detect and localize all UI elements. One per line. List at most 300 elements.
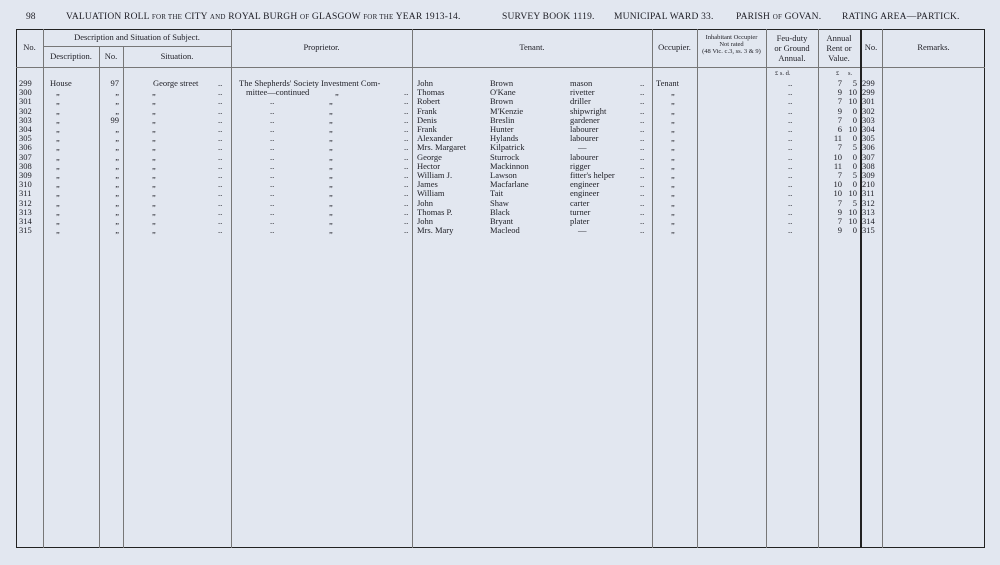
right-row-number: 312 <box>862 197 875 208</box>
right-row-number: 304 <box>862 124 875 134</box>
situation: „ <box>152 114 156 125</box>
occupier: „ <box>671 197 675 208</box>
rent-pounds: 11 <box>833 133 842 144</box>
tenant-occupation: engineer <box>570 179 600 190</box>
description: „ <box>56 133 60 144</box>
rent-shillings: 0 <box>852 114 857 125</box>
tenant-surname: Lawson <box>490 170 517 180</box>
street-number: „ <box>115 206 119 217</box>
header-line: Feu-duty <box>776 33 808 43</box>
tenant-surname: O'Kane <box>490 87 516 98</box>
row-number: 310 <box>19 179 32 190</box>
row-number: 311 <box>19 188 32 199</box>
header-line: (48 Vic. c.3, ss. 3 & 9) <box>702 48 761 55</box>
proprietor-dots: .. <box>404 96 409 107</box>
proprietor-ditto: „ <box>329 206 333 217</box>
proprietor-dots: .. <box>270 197 275 208</box>
rent-shillings: 0 <box>852 151 857 162</box>
rent-shillings: 0 <box>852 105 857 116</box>
tenant-dots: .. <box>640 105 645 116</box>
proprietor-dots: .. <box>270 188 275 199</box>
proprietor-dots: .. <box>404 197 409 208</box>
row-number: 312 <box>19 197 32 208</box>
situation-dots: .. <box>218 142 223 153</box>
proprietor-dots: .. <box>270 124 275 134</box>
proprietor-dots: .. <box>404 124 409 134</box>
situation-dots: .. <box>218 96 223 107</box>
tenant-dots: .. <box>640 216 645 226</box>
page-number: 98 <box>26 12 36 22</box>
column-divider <box>882 29 883 548</box>
situation: „ <box>152 87 156 98</box>
proprietor-dots: .. <box>270 133 275 144</box>
street-number: „ <box>115 170 119 180</box>
situation: „ <box>152 188 156 199</box>
street-number: „ <box>115 179 119 190</box>
situation: „ <box>152 197 156 208</box>
right-row-number: 302 <box>862 105 875 116</box>
proprietor-dots: .. <box>404 170 409 180</box>
header-line: Not rated <box>719 41 744 48</box>
row-number: 299 <box>19 78 32 88</box>
street-number: „ <box>115 225 119 236</box>
proprietor-dots: .. <box>270 179 275 190</box>
proprietor-dots: .. <box>404 216 409 226</box>
tenant-dots: .. <box>640 160 645 171</box>
occupier: „ <box>671 105 675 116</box>
tenant-dots: .. <box>640 151 645 162</box>
parish <box>736 12 821 22</box>
street-number: „ <box>115 151 119 162</box>
tenant-occupation: labourer <box>570 151 599 162</box>
situation-dots: .. <box>218 188 223 199</box>
proprietor-dots: .. <box>270 142 275 153</box>
col-proprietor: Proprietor. <box>303 42 340 52</box>
tenant-dots: .. <box>640 124 645 134</box>
description: „ <box>56 216 60 226</box>
description: „ <box>56 225 60 236</box>
tenant-surname: Macleod <box>490 225 520 236</box>
situation: „ <box>152 151 156 162</box>
tenant-surname: Black <box>490 206 510 217</box>
tenant-occupation: fitter's helper <box>570 170 615 180</box>
proprietor-dots: .. <box>404 133 409 144</box>
proprietor-ditto: „ <box>329 179 333 190</box>
header-line: Value. <box>828 53 850 63</box>
rent-pounds: 7 <box>837 197 842 208</box>
rent-pounds: 7 <box>837 96 842 107</box>
right-row-number: 308 <box>862 160 875 171</box>
tenant-occupation: — <box>578 142 587 153</box>
feu-dots: .. <box>788 142 793 153</box>
proprietor-ditto: „ <box>329 197 333 208</box>
tenant-first-name: Alexander <box>417 133 453 144</box>
tenant-dots: .. <box>640 78 645 88</box>
row-number: 306 <box>19 142 32 153</box>
tenant-first-name: John <box>417 216 434 226</box>
proprietor-dots: .. <box>404 206 409 217</box>
tenant-dots: .. <box>640 179 645 190</box>
rent-pounds: 10 <box>833 188 842 199</box>
header-line: Annual <box>826 33 852 43</box>
proprietor-dots: .. <box>270 206 275 217</box>
rating-area: RATING AREA—PARTICK. <box>842 12 960 22</box>
description: „ <box>56 170 60 180</box>
occupier: „ <box>671 206 675 217</box>
situation: „ <box>152 206 156 217</box>
tenant-dots: .. <box>640 197 645 208</box>
tenant-first-name: Frank <box>417 105 437 116</box>
title-text: GLASGOW <box>311 12 361 22</box>
tenant-first-name: John <box>417 197 434 208</box>
tenant-first-name: Mrs. Margaret <box>417 142 466 153</box>
tenant-surname: Mackinnon <box>490 160 529 171</box>
street-number: 99 <box>110 114 119 125</box>
title-text: OF <box>299 13 310 21</box>
feu-dots: .. <box>788 179 793 190</box>
situation-dots: .. <box>218 179 223 190</box>
tenant-occupation: rigger <box>570 160 591 171</box>
occupier: „ <box>671 151 675 162</box>
column-divider <box>43 29 44 548</box>
tenant-first-name: William J. <box>417 170 453 180</box>
title-text: FOR THE <box>151 13 183 21</box>
title-text: GOVAN. <box>784 12 822 22</box>
rent-pounds: 11 <box>833 160 842 171</box>
tenant-dots: .. <box>640 142 645 153</box>
occupier: „ <box>671 133 675 144</box>
description: „ <box>56 96 60 107</box>
proprietor-dots: .. <box>404 114 409 125</box>
proprietor-ditto: „ <box>329 216 333 226</box>
tenant-surname: Sturrock <box>490 151 520 162</box>
feu-dots: .. <box>788 197 793 208</box>
right-row-number: 313 <box>862 206 875 217</box>
tenant-first-name: Thomas P. <box>417 206 453 217</box>
column-divider <box>231 29 232 548</box>
right-row-number: 314 <box>862 216 875 226</box>
tenant-occupation: labourer <box>570 133 599 144</box>
rent-shillings: 5 <box>852 142 857 153</box>
street-number: „ <box>115 87 119 98</box>
proprietor-dots: .. <box>270 225 275 236</box>
tenant-surname: Brown <box>490 78 514 88</box>
rent-shillings: 0 <box>852 179 857 190</box>
situation-dots: .. <box>218 151 223 162</box>
tenant-dots: .. <box>640 87 645 98</box>
tenant-first-name: Denis <box>417 114 437 125</box>
proprietor-dots: .. <box>404 225 409 236</box>
feu-dots: .. <box>788 124 793 134</box>
tenant-dots: .. <box>640 170 645 180</box>
situation-dots: .. <box>218 206 223 217</box>
description: „ <box>56 151 60 162</box>
proprietor-dots: .. <box>404 160 409 171</box>
right-row-number: 305 <box>862 133 875 144</box>
occupier: „ <box>671 170 675 180</box>
tenant-first-name: Thomas <box>417 87 445 98</box>
occupier: „ <box>671 225 675 236</box>
occupier: „ <box>671 160 675 171</box>
header-line: or Ground <box>774 43 810 53</box>
street-number: „ <box>115 188 119 199</box>
annual-units-shillings: s. <box>848 70 853 77</box>
header-line: Annual. <box>778 53 806 63</box>
right-row-number: 301 <box>862 96 875 107</box>
rent-pounds: 7 <box>837 114 842 125</box>
tenant-surname: Hylands <box>490 133 519 144</box>
description: „ <box>56 105 60 116</box>
situation: „ <box>152 105 156 116</box>
tenant-surname: M'Kenzie <box>490 105 524 116</box>
column-divider <box>766 29 767 548</box>
proprietor-dots: .. <box>404 151 409 162</box>
situation: „ <box>152 160 156 171</box>
row-number: 302 <box>19 105 32 116</box>
tenant-first-name: Hector <box>417 160 441 171</box>
row-number: 305 <box>19 133 32 144</box>
rent-shillings: 5 <box>852 197 857 208</box>
rent-shillings: 10 <box>848 188 857 199</box>
tenant-dots: .. <box>640 114 645 125</box>
tenant-surname: Shaw <box>490 197 509 208</box>
situation: „ <box>152 124 156 134</box>
row-number: 300 <box>19 87 32 98</box>
proprietor-ditto: „ <box>329 142 333 153</box>
proprietor-dots: .. <box>270 114 275 125</box>
right-row-number: 311 <box>862 188 875 199</box>
situation-dots: .. <box>218 160 223 171</box>
rent-pounds: 7 <box>837 170 842 180</box>
row-number: 313 <box>19 206 32 217</box>
proprietor-ditto: „ <box>329 225 333 236</box>
proprietor-dots: .. <box>270 151 275 162</box>
rent-shillings: 10 <box>848 206 857 217</box>
header-line: Inhabitant Occupier <box>705 34 758 41</box>
feu-dots: .. <box>788 114 793 125</box>
feu-dots: .. <box>788 151 793 162</box>
situation-dots: .. <box>218 105 223 116</box>
proprietor-ditto: „ <box>329 151 333 162</box>
col-street-no: No. <box>104 51 118 61</box>
tenant-dots: .. <box>640 96 645 107</box>
col-annual-rent <box>818 33 860 63</box>
street-number: „ <box>115 142 119 153</box>
occupier: „ <box>671 87 675 98</box>
street-number: „ <box>115 216 119 226</box>
title-text: ROYAL BURGH <box>228 12 298 22</box>
annual-units-pounds: £ <box>836 70 840 77</box>
situation-dots: .. <box>218 216 223 226</box>
rent-shillings: 0 <box>852 160 857 171</box>
col-description: Description. <box>50 51 92 61</box>
proprietor-dots: .. <box>404 188 409 199</box>
rent-pounds: 10 <box>833 151 842 162</box>
right-row-number: 307 <box>862 151 875 162</box>
col-tenant: Tenant. <box>519 42 545 52</box>
description: „ <box>56 142 60 153</box>
occupier: „ <box>671 142 675 153</box>
tenant-occupation: driller <box>570 96 591 107</box>
proprietor-dots: .. <box>404 105 409 116</box>
col-remarks: Remarks. <box>917 42 950 52</box>
proprietor-ditto: „ <box>329 170 333 180</box>
feu-dots: .. <box>788 170 793 180</box>
tenant-occupation: plater <box>570 216 590 226</box>
description: „ <box>56 87 60 98</box>
situation-dots: .. <box>218 225 223 236</box>
tenant-occupation: engineer <box>570 188 600 199</box>
title-text: OF <box>772 13 783 21</box>
proprietor-ditto: „ <box>329 105 333 116</box>
feu-units: £ s. d. <box>775 70 791 77</box>
street-number: „ <box>115 96 119 107</box>
description: „ <box>56 197 60 208</box>
situation-dots: .. <box>218 133 223 144</box>
column-divider <box>697 29 698 548</box>
description: „ <box>56 160 60 171</box>
situation: George street <box>153 78 199 88</box>
col-desc-group: Description and Situation of Subject. <box>74 32 200 42</box>
feu-dots: .. <box>788 225 793 236</box>
feu-dots: .. <box>788 160 793 171</box>
street-number: „ <box>115 160 119 171</box>
rent-shillings: 0 <box>852 133 857 144</box>
rent-shillings: 10 <box>848 216 857 226</box>
description: House <box>50 78 72 88</box>
rent-pounds: 7 <box>837 142 842 153</box>
situation-dots: .. <box>218 87 223 98</box>
roll-title <box>66 12 461 22</box>
tenant-surname: Kilpatrick <box>490 142 525 153</box>
situation: „ <box>152 142 156 153</box>
proprietor-ditto: „ <box>329 160 333 171</box>
rent-shillings: 10 <box>848 96 857 107</box>
tenant-occupation: shipwright <box>570 105 607 116</box>
description: „ <box>56 179 60 190</box>
tenant-surname: Brown <box>490 96 514 107</box>
feu-dots: .. <box>788 105 793 116</box>
street-number: 97 <box>110 78 119 88</box>
feu-dots: .. <box>788 133 793 144</box>
tenant-dots: .. <box>640 206 645 217</box>
tenant-occupation: carter <box>570 197 590 208</box>
rent-shillings: 0 <box>852 225 857 236</box>
right-row-number: 303 <box>862 114 875 125</box>
tenant-occupation: — <box>578 225 587 236</box>
tenant-first-name: James <box>417 179 438 190</box>
column-divider <box>818 29 819 548</box>
tenant-first-name: John <box>417 78 434 88</box>
right-row-number: 315 <box>862 225 875 236</box>
row-number: 301 <box>19 96 32 107</box>
right-row-number: 210 <box>862 179 875 190</box>
tenant-first-name: William <box>417 188 445 199</box>
col-inhabitant <box>697 34 766 55</box>
header-line: Rent or <box>826 43 852 53</box>
tenant-first-name: Mrs. Mary <box>417 225 454 236</box>
column-divider <box>123 46 124 548</box>
title-text: YEAR 1913-14. <box>395 12 461 22</box>
right-row-number: 306 <box>862 142 875 153</box>
tenant-surname: Hunter <box>490 124 514 134</box>
description: „ <box>56 114 60 125</box>
tenant-dots: .. <box>640 225 645 236</box>
occupier: „ <box>671 96 675 107</box>
column-divider <box>412 29 413 548</box>
tenant-occupation: labourer <box>570 124 599 134</box>
situation-dots: .. <box>218 197 223 208</box>
situation-dots: .. <box>218 124 223 134</box>
tenant-occupation: turner <box>570 206 591 217</box>
proprietor-ditto: „ <box>335 87 339 98</box>
right-row-number: 309 <box>862 170 875 180</box>
survey-book: SURVEY BOOK 1119. <box>502 12 595 22</box>
rent-pounds: 6 <box>837 124 842 134</box>
occupier: Tenant <box>656 78 680 88</box>
rent-pounds: 10 <box>833 179 842 190</box>
title-text: AND <box>209 13 226 21</box>
row-number: 314 <box>19 216 32 226</box>
situation-dots: .. <box>218 114 223 125</box>
situation-dots: .. <box>218 170 223 180</box>
proprietor-dots: .. <box>270 216 275 226</box>
situation: „ <box>152 170 156 180</box>
occupier: „ <box>671 124 675 134</box>
title-text: FOR THE <box>363 13 394 21</box>
tenant-first-name: Robert <box>417 96 441 107</box>
proprietor-ditto: „ <box>329 133 333 144</box>
occupier: „ <box>671 114 675 125</box>
proprietor-ditto: „ <box>329 114 333 125</box>
description: „ <box>56 206 60 217</box>
proprietor-dots: .. <box>270 96 275 107</box>
row-number: 307 <box>19 151 32 162</box>
street-number: „ <box>115 133 119 144</box>
street-number: „ <box>115 197 119 208</box>
col-situation: Situation. <box>160 51 194 61</box>
tenant-occupation: rivetter <box>570 87 595 98</box>
proprietor-line: The Shepherds' Society Investment Com- <box>239 78 381 88</box>
situation: „ <box>152 133 156 144</box>
title-text: VALUATION ROLL <box>66 12 150 22</box>
occupier: „ <box>671 179 675 190</box>
feu-dots: .. <box>788 96 793 107</box>
proprietor-dots: .. <box>404 179 409 190</box>
situation: „ <box>152 179 156 190</box>
feu-dots: .. <box>788 206 793 217</box>
street-number: „ <box>115 105 119 116</box>
feu-dots: .. <box>788 188 793 199</box>
situation: „ <box>152 96 156 107</box>
proprietor-dots: .. <box>270 105 275 116</box>
proprietor-ditto: „ <box>329 124 333 134</box>
proprietor-dots: .. <box>404 142 409 153</box>
tenant-surname: Tait <box>490 188 504 199</box>
row-number: 304 <box>19 124 32 134</box>
proprietor-dots: .. <box>270 170 275 180</box>
tenant-first-name: Frank <box>417 124 437 134</box>
row-number: 309 <box>19 170 32 180</box>
rent-pounds: 9 <box>837 206 842 217</box>
col-occupier: Occupier. <box>658 42 691 52</box>
situation: „ <box>152 225 156 236</box>
title-text: PARISH <box>736 12 771 22</box>
rent-shillings: 10 <box>848 124 857 134</box>
right-row-number: 299 <box>862 87 875 98</box>
rent-pounds: 9 <box>837 225 842 236</box>
proprietor-ditto: „ <box>329 96 333 107</box>
